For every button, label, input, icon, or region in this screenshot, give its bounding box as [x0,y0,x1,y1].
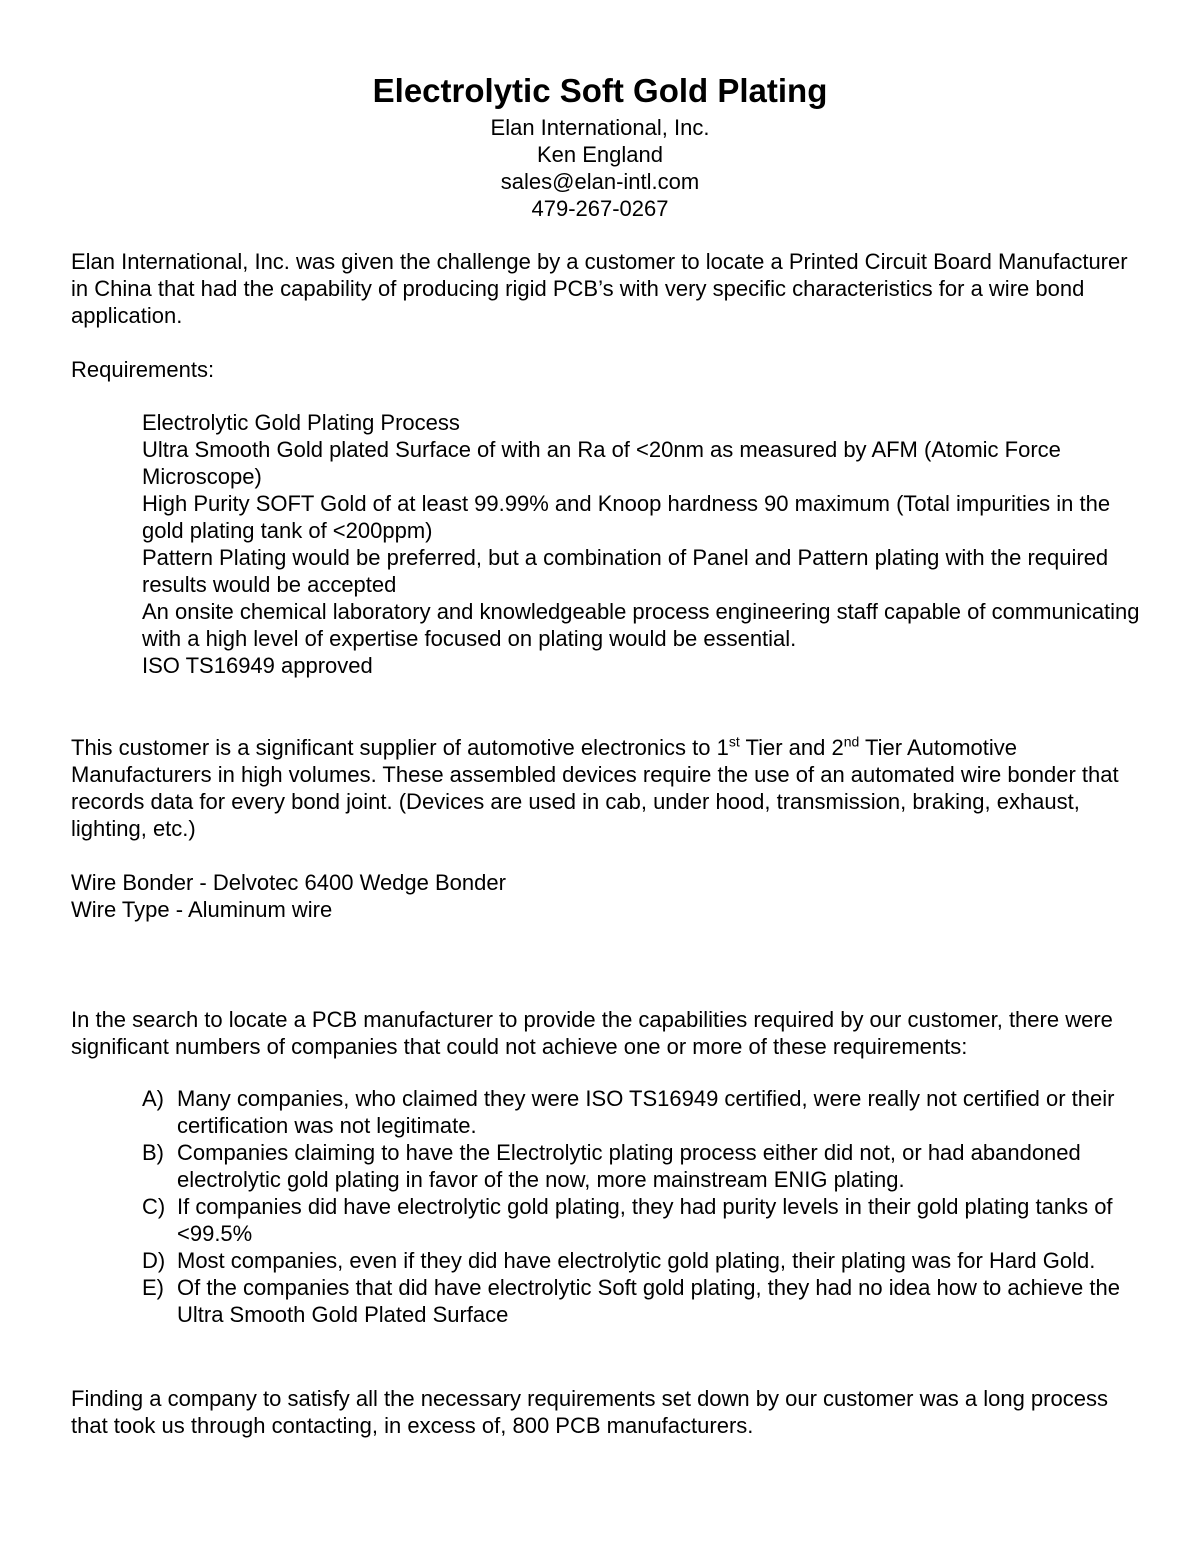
finding-marker: D) [142,1248,166,1273]
contact-email: sales@elan-intl.com [500,169,700,194]
requirements-heading: Requirements: [71,357,215,382]
finding-marker: A) [142,1086,164,1111]
finding-item [142,1139,1142,1193]
superscript-st: st [728,733,740,750]
conclusion-paragraph: Finding a company to satisfy all the necessary requirements set down by our customer was a long process that took us through contacting, in excess of, 800 PCB manufacturers. [71,1386,1108,1438]
requirement-item: An onsite chemical laboratory and knowledgeable process engineering staff capable of communicating with a high level of expertise focused on plating would be essential. [142,599,1140,651]
company-name: Elan International, Inc. [490,115,710,140]
finding-text: Companies claiming to have the Electrolytic plating process either did not, or had abandoned electrolytic gold plating in favor of the now, more mainstream ENIG plating. [177,1140,1081,1192]
finding-item [142,1193,1142,1247]
search-paragraph: In the search to locate a PCB manufacturer to provide the capabilities required by our customer, there were significant numbers of companies that could not achieve one or more of these requirements: [71,1007,1113,1059]
customer-text-part1: This customer is a significant supplier of automotive electronics to 1 [71,735,729,760]
finding-text: If companies did have electrolytic gold plating, they had purity levels in their gold plating tanks of <99.5% [177,1194,1113,1246]
requirement-item: Pattern Plating would be preferred, but a combination of Panel and Pattern plating with the required results would be accepted [142,545,1109,597]
finding-marker: C) [142,1194,166,1219]
requirement-item: High Purity SOFT Gold of at least 99.99% and Knoop hardness 90 maximum (Total impurities in the gold plating tank of <200ppm) [142,491,1111,543]
customer-text-part3: Tier Automotive Manufacturers in high volumes. These assembled devices require the use of an automated wire bonder that records data for every bond joint. (Devices are used in cab, under hood, transmission, braking, exhaust, lighting, etc.) [71,735,1119,841]
contact-phone: 479-267-0267 [531,196,669,221]
document-title: Electrolytic Soft Gold Plating [372,72,828,109]
finding-item [142,1085,1142,1139]
requirement-item: ISO TS16949 approved [142,653,373,678]
author-name: Ken England [537,142,663,167]
finding-text: Most companies, even if they did have electrolytic gold plating, their plating was for Hard Gold. [177,1248,1096,1273]
finding-item [142,1274,1142,1328]
finding-text: Many companies, who claimed they were ISO TS16949 certified, were really not certified or their certification was not legitimate. [177,1086,1115,1138]
intro-paragraph: Elan International, Inc. was given the challenge by a customer to locate a Printed Circuit Board Manufacturer in China that had the capability of producing rigid PCB’s with very specific characteristics for a wire bond application. [71,249,1128,328]
finding-text: Of the companies that did have electrolytic Soft gold plating, they had no idea how to achieve the Ultra Smooth Gold Plated Surface [177,1275,1120,1327]
finding-item [142,1247,1142,1274]
findings-list [142,1085,1142,1328]
finding-marker: B) [142,1140,164,1165]
wire-bonder-line: Wire Bonder - Delvotec 6400 Wedge Bonder [71,870,506,895]
requirements-list [142,409,1142,679]
requirement-item: Electrolytic Gold Plating Process [142,410,460,435]
requirement-item: Ultra Smooth Gold plated Surface of with an Ra of <20nm as measured by AFM (Atomic Force Microscope) [142,437,1061,489]
wire-type-line: Wire Type - Aluminum wire [71,897,333,922]
customer-text-part2: Tier and 2 [739,735,844,760]
superscript-nd: nd [843,733,860,750]
customer-paragraph [71,734,1141,842]
finding-marker: E) [142,1275,164,1300]
